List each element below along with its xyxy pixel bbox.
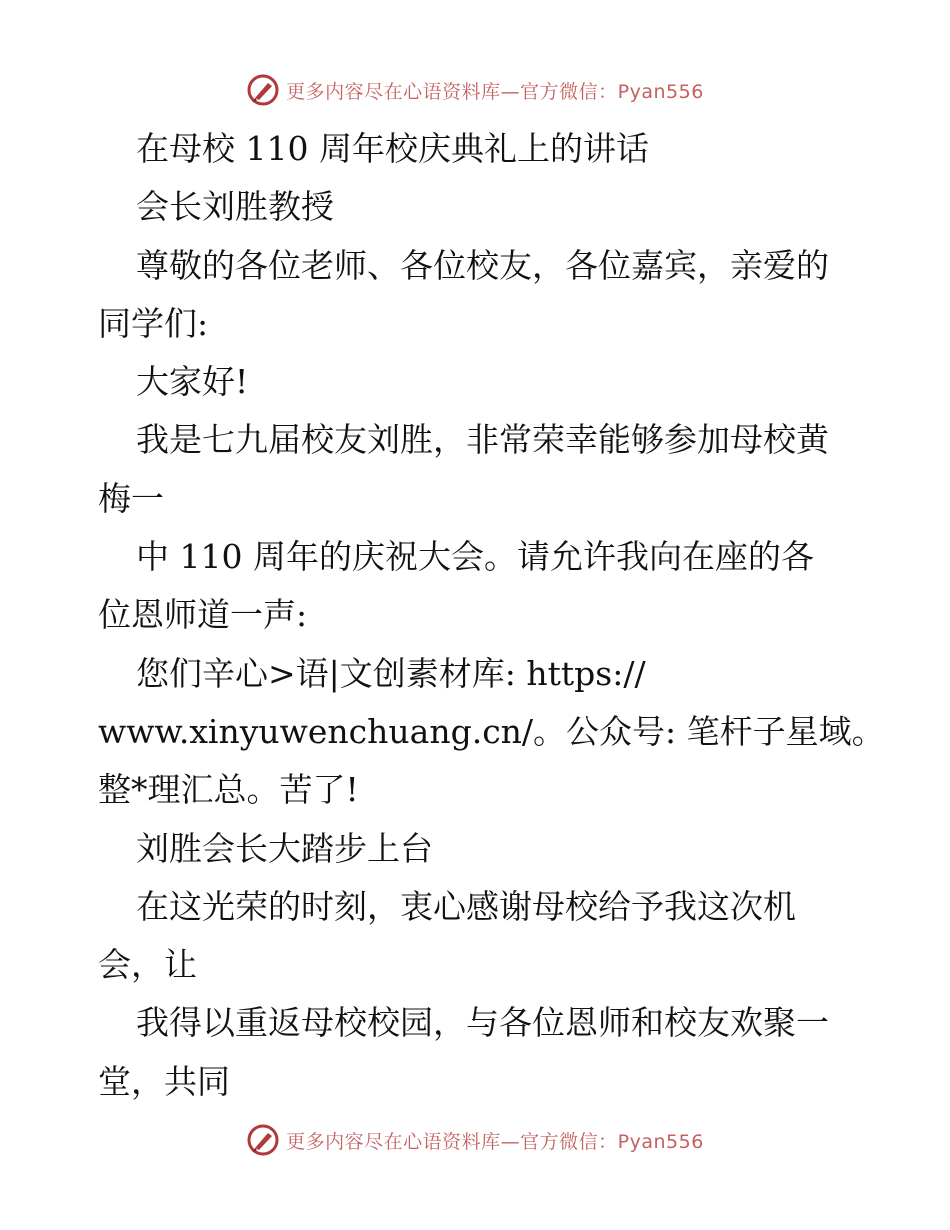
pen-circle-logo-icon <box>246 1123 280 1157</box>
doc-line: 在这光荣的时刻，衷心感谢母校给予我这次机 <box>136 886 796 926</box>
doc-line: 大家好! <box>136 362 249 402</box>
doc-author: 会长刘胜教授 <box>136 187 334 227</box>
pen-circle-logo-icon <box>246 73 280 107</box>
doc-line: 位恩师道一声: <box>98 595 308 635</box>
watermark-text: 更多内容尽在心语资料库—官方微信：Pyan556 <box>286 1130 704 1153</box>
doc-line: 会，让 <box>98 945 197 985</box>
doc-line: www.xinyuwenchuang.cn/。公众号: 笔杆子星域。 <box>98 711 885 751</box>
footer-watermark <box>0 1120 950 1160</box>
doc-line: 堂，共同 <box>98 1061 230 1101</box>
doc-line: 您们辛心>语|文创素材库: https:// <box>136 653 646 693</box>
doc-line: 刘胜会长大踏步上台 <box>136 828 433 868</box>
doc-title: 在母校 110 周年校庆典礼上的讲话 <box>136 129 649 168</box>
doc-line: 整*理汇总。苦了! <box>98 770 359 810</box>
header-watermark <box>0 70 950 110</box>
doc-line: 我是七九届校友刘胜，非常荣幸能够参加母校黄 <box>136 420 829 460</box>
doc-line: 我得以重返母校校园，与各位恩师和校友欢聚一 <box>136 1003 829 1043</box>
document-body <box>98 120 885 1111</box>
watermark-text: 更多内容尽在心语资料库—官方微信：Pyan556 <box>286 80 704 103</box>
doc-line: 尊敬的各位老师、各位校友，各位嘉宾，亲爱的 <box>136 245 829 285</box>
doc-line: 中 110 周年的庆祝大会。请允许我向在座的各 <box>136 537 814 577</box>
doc-line: 梅一 <box>98 478 164 518</box>
doc-line: 同学们: <box>98 303 209 343</box>
